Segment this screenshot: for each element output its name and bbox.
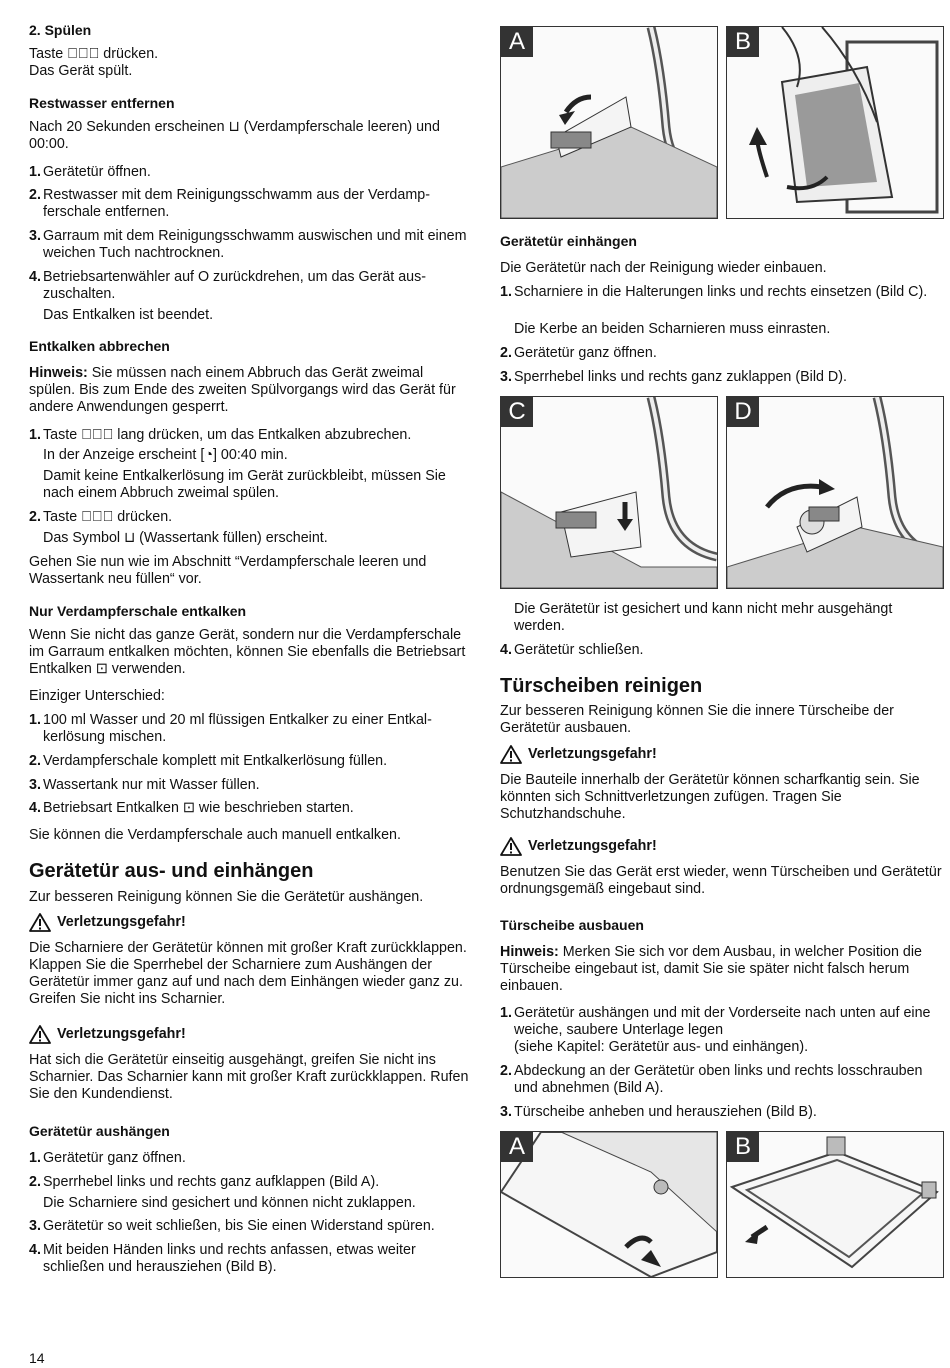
- list-item: 2. Sperrhebel links und rechts ganz aufklappen (Bild A).: [29, 1174, 380, 1190]
- list-item: 3. Wassertank nur mit Wasser füllen.: [29, 777, 260, 793]
- figure-letter: D: [727, 397, 759, 427]
- pane-removal-illustration: [727, 1132, 943, 1277]
- hinge-illustration: [501, 27, 717, 218]
- list-item: 1. Gerätetür aushängen und mit der Vorderseite nach unten auf eine weiche, saubere Unterlage legen: [500, 1005, 931, 1038]
- list-item: 1. Gerätetür ganz öffnen.: [29, 1150, 186, 1166]
- warning-text: Die Scharniere der Gerätetür können mit großer Kraft zurückklappen. Klappen Sie die Sperrhebel der Scharniere zum Aushängen der Gerätetür immer ganz auf und nach dem Einhängen wieder ganz zu. Greifen Sie nicht ins Scharnier.: [29, 940, 467, 1007]
- paragraph: Einziger Unterschied:: [29, 688, 165, 704]
- cover-unscrew-illustration: [501, 1132, 717, 1277]
- subheading-tuerscheibe-ausbauen: Türscheibe ausbauen: [500, 917, 644, 933]
- list-item: 1. Taste ▷⃒⃒ lang drücken, um das Entkalken abzubrechen.: [29, 427, 412, 443]
- list-item: 1. 100 ml Wasser und 20 ml flüssigen Entkalker zu einer Entkalkerlösung mischen.: [29, 712, 432, 745]
- list-item: 3. Garraum mit dem Reinigungsschwamm auswischen und mit einem weichen Tuch nachtrocknen.: [29, 228, 467, 261]
- hinge-insert-illustration: [501, 397, 717, 588]
- paragraph: Taste ▷⃒⃒ drücken.: [29, 46, 159, 62]
- list-item: 4. Betriebsartenwähler auf O zurückdrehen, um das Gerät auszuschalten.: [29, 269, 427, 302]
- list-item: 3. Türscheibe anheben und herausziehen (Bild B).: [500, 1104, 817, 1120]
- list-item: 1. Scharniere in die Halterungen links und rechts einsetzen (Bild C).: [500, 284, 928, 300]
- subheading-restwasser: Restwasser entfernen: [29, 95, 175, 111]
- paragraph: Zur besseren Reinigung können Sie die Gerätetür aushängen.: [29, 889, 424, 905]
- list-item: 2. Gerätetür ganz öffnen.: [500, 345, 657, 361]
- section-title-tuerscheiben: Türscheiben reinigen: [500, 675, 703, 697]
- hint-paragraph: Hinweis: Sie müssen nach einem Abbruch das Gerät zweimal spülen. Bis zum Ende des zweiten Spülvorgangs wird das Gerät für andere Anwendungen gesperrt.: [29, 365, 456, 415]
- warning-triangle-icon: [500, 837, 522, 856]
- list-item: 2. Verdampferschale komplett mit Entkalkerlösung füllen.: [29, 753, 388, 769]
- paragraph: Sie können die Verdampferschale auch manuell entkalken.: [29, 827, 401, 843]
- subheading-nur-verdampferschale: Nur Verdampferschale entkalken: [29, 603, 247, 619]
- paragraph: In der Anzeige erscheint [◔] 00:40 min.: [43, 447, 288, 463]
- subheading-einhaengen: Gerätetür einhängen: [500, 233, 637, 249]
- paragraph: (siehe Kapitel: Gerätetür aus- und einhängen).: [514, 1039, 809, 1055]
- list-item: 2. Restwasser mit dem Reinigungsschwamm aus der Verdampferschale entfernen.: [29, 187, 430, 220]
- paragraph: Wenn Sie nicht das ganze Gerät, sondern nur die Verdampferschale im Garraum entkalken möchten, können Sie ebenfalls die Betriebsart Entkalken ⊡ verwenden.: [29, 627, 466, 677]
- paragraph: Die Scharniere sind gesichert und können nicht zuklappen.: [43, 1195, 416, 1211]
- figure-door-b: [726, 26, 944, 219]
- warning-heading: Verletzungsgefahr!: [29, 1025, 473, 1044]
- list-item: 2. Taste ▷⃒⃒ drücken.: [29, 509, 173, 525]
- list-item: 2. Abdeckung an der Gerätetür oben links und rechts losschrauben und abnehmen (Bild A).: [500, 1063, 923, 1096]
- warning-heading: Verletzungsgefahr!: [500, 837, 942, 856]
- figure-hinge-a: [500, 26, 718, 219]
- figure-hinge-d: [726, 396, 944, 589]
- list-item: 4. Betriebsart Entkalken ⊡ wie beschrieben starten.: [29, 800, 354, 816]
- figure-hinge-c: [500, 396, 718, 589]
- paragraph: Nach 20 Sekunden erscheinen ⊔ (Verdampferschale leeren) und 00:00.: [29, 119, 440, 152]
- paragraph: Gehen Sie nun wie im Abschnitt “Verdampferschale leeren und Wassertank neu füllen“ vor.: [29, 554, 427, 587]
- warning-text: Benutzen Sie das Gerät erst wieder, wenn Türscheiben und Gerätetür ordnungsgemäß eingebaut sind.: [500, 864, 942, 897]
- figure-letter: A: [501, 27, 533, 57]
- list-item: 1. Gerätetür öffnen.: [29, 164, 151, 180]
- figure-letter: B: [727, 27, 759, 57]
- subheading-aushaengen: Gerätetür aushängen: [29, 1123, 170, 1139]
- list-item: 3. Gerätetür so weit schließen, bis Sie einen Widerstand spüren.: [29, 1218, 435, 1234]
- figure-letter: C: [501, 397, 533, 427]
- lever-close-illustration: [727, 397, 943, 588]
- warning-triangle-icon: [29, 913, 51, 932]
- list-item: 3. Sperrhebel links und rechts ganz zuklappen (Bild D).: [500, 369, 847, 385]
- paragraph: Das Symbol ⊔ (Wassertank füllen) erscheint.: [43, 530, 328, 546]
- paragraph: Das Gerät spült.: [29, 63, 133, 79]
- warning-heading: Verletzungsgefahr!: [29, 913, 473, 932]
- figure-letter: A: [501, 1132, 533, 1162]
- paragraph: Das Entkalken ist beendet.: [43, 307, 214, 323]
- subheading-abbrechen: Entkalken abbrechen: [29, 338, 170, 354]
- figure-cover-a: [500, 1131, 718, 1278]
- figure-letter: B: [727, 1132, 759, 1162]
- page-number: 14: [29, 1350, 45, 1366]
- warning-text: Die Bauteile innerhalb der Gerätetür können scharfkantig sein. Sie könnten sich Schnittverletzungen zufügen. Tragen Sie Schutzhandschuhe.: [500, 772, 920, 822]
- hint-paragraph: Hinweis: Merken Sie sich vor dem Ausbau, in welcher Position die Türscheibe eingebaut ist, damit Sie sie später nicht falsch herum einbauen.: [500, 944, 922, 994]
- list-item: 4. Gerätetür schließen.: [500, 642, 644, 658]
- paragraph: Damit keine Entkalkerlösung im Gerät zurückbleibt, müssen Sie nach einem Abbruch zweimal spülen.: [43, 468, 446, 501]
- warning-triangle-icon: [29, 1025, 51, 1044]
- section-heading-spuelen: 2. Spülen: [29, 22, 92, 38]
- warning-text: Hat sich die Gerätetür einseitig ausgehängt, greifen Sie nicht ins Scharnier. Das Scharnier kann mit großer Kraft zurückklappen. Rufen Sie den Kundendienst.: [29, 1052, 469, 1102]
- paragraph: Die Gerätetür nach der Reinigung wieder einbauen.: [500, 260, 827, 276]
- warning-triangle-icon: [500, 745, 522, 764]
- paragraph: Die Gerätetür ist gesichert und kann nicht mehr ausgehängt werden.: [514, 601, 893, 634]
- figure-pane-b: [726, 1131, 944, 1278]
- door-removal-illustration: [727, 27, 943, 218]
- section-title-geraetetuer: Gerätetür aus- und einhängen: [29, 860, 314, 882]
- paragraph: Zur besseren Reinigung können Sie die innere Türscheibe der Gerätetür ausbauen.: [500, 703, 894, 736]
- warning-heading: Verletzungsgefahr!: [500, 745, 942, 764]
- list-item: 4. Mit beiden Händen links und rechts anfassen, etwas weiter schließen und herausziehen (Bild B).: [29, 1242, 416, 1275]
- paragraph: Die Kerbe an beiden Scharnieren muss einrasten.: [514, 321, 831, 337]
